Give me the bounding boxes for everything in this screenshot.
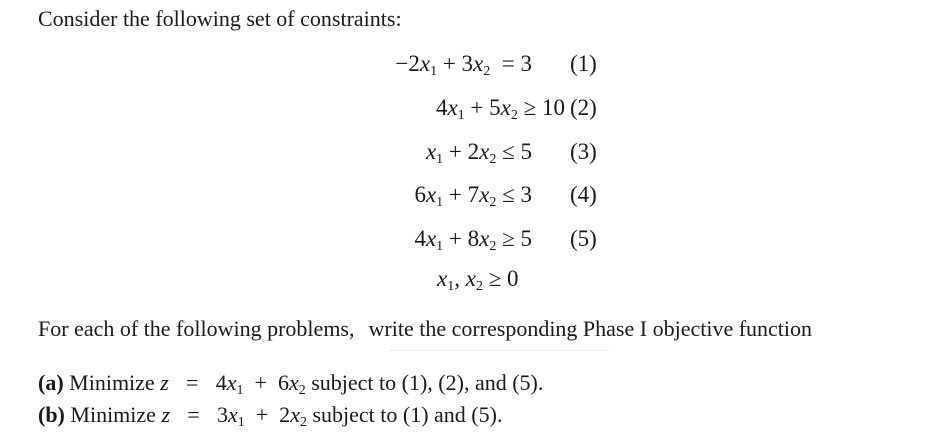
constraint-equation: $-2x_1 + 3x_2 = 3$	[395, 51, 532, 79]
constraint-relation: =	[501, 51, 515, 76]
instruction-part1: For each of the following problems,	[38, 316, 355, 341]
objective-expression: $4x_1 + 6x_2$	[215, 370, 306, 398]
objective-variable: z	[160, 370, 169, 395]
instruction-text	[38, 316, 812, 342]
objective-equals: =	[186, 370, 199, 395]
instruction-part2: write the corresponding Phase I objective function	[368, 316, 813, 341]
constraint-rhs: 5	[520, 226, 532, 251]
nonnegativity-constraint: $x_1$, $x_2 \ge 0$	[437, 266, 519, 294]
constraint-tag: (3)	[570, 139, 597, 164]
constraint-tag: (1)	[570, 51, 597, 76]
constraint-rhs: 10	[542, 95, 565, 120]
constraint-rhs: 3	[520, 182, 532, 207]
intro-text: Consider the following set of constraints:	[38, 6, 402, 31]
objective-variable: z	[161, 402, 170, 427]
constraint-relation: ≥	[502, 226, 515, 251]
faint-dotted-divider	[390, 350, 610, 355]
constraint-relation: ≥	[523, 95, 537, 120]
constraint-tag: (4)	[570, 182, 597, 207]
constraint-equation: $4x_1 + 5x_2 \ge 10$	[435, 95, 565, 123]
constraint-equation: $4x_1 + 8x_2 \ge 5$	[414, 226, 532, 254]
constraint-tag: (2)	[570, 95, 597, 120]
constraint-equation: $6x_1 + 7x_2 \le 3$	[414, 182, 532, 210]
constraint-2	[0, 95, 945, 125]
problem-label: (a)	[38, 370, 64, 395]
constraint-relation: ≤	[502, 139, 515, 164]
constraint-1	[0, 51, 945, 81]
constraint-3	[0, 139, 945, 169]
constraint-relation: ≤	[502, 182, 515, 207]
objective-expression: $3x_1 + 2x_2$	[217, 402, 307, 430]
constraint-4	[0, 182, 945, 212]
problem-a	[38, 370, 543, 396]
objective-equals: =	[187, 402, 200, 427]
problem-subject-to: subject to (1), (2), and (5).	[311, 370, 544, 395]
problem-verb: Minimize	[69, 370, 155, 395]
constraint-5	[0, 226, 945, 256]
constraint-rhs: 5	[520, 139, 532, 164]
problem-verb: Minimize	[70, 402, 156, 427]
constraint-tag: (5)	[570, 226, 597, 251]
problem-b	[38, 402, 502, 428]
problem-label: (b)	[38, 402, 65, 427]
problem-subject-to: subject to (1) and (5).	[312, 402, 503, 427]
constraint-equation: $x_1 + 2x_2 \le 5$	[425, 139, 532, 167]
constraint-rhs: 3	[520, 51, 532, 76]
